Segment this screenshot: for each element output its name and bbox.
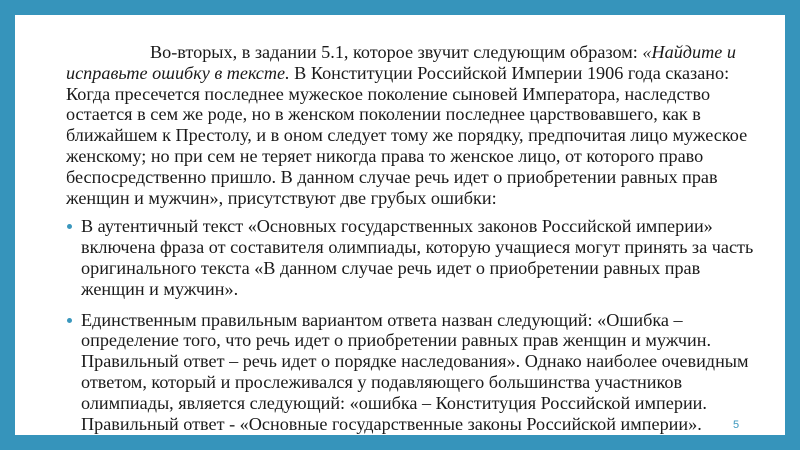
bullet-line: оригинального текста «В данном случае речь идет о приобретении равных прав bbox=[81, 257, 701, 278]
bullet-item bbox=[66, 216, 756, 299]
bullet-line: определение того, что речь идет о приобретении равных прав женщин и мужчин. bbox=[81, 330, 711, 351]
bullet-line: Правильный ответ - «Основные государственные законы Российской империи». bbox=[81, 413, 702, 434]
intro-line: остается в сем же роде, но в женском поколении последнее царствовавшего, как в bbox=[66, 104, 701, 125]
bullet-dot-icon bbox=[67, 318, 72, 323]
intro-line: беспосредственно пришло. В данном случае речь идет о приобретении равных прав bbox=[66, 166, 718, 187]
intro-line: женщин и мужчин», присутствуют две грубых ошибки: bbox=[66, 187, 497, 208]
intro-line bbox=[66, 42, 756, 63]
bullet-line: включена фраза от составителя олимпиады, которую учащиеся могут принять за часть bbox=[81, 237, 754, 258]
bullet-line: ответом, который и прослеживался у подавляющего большинства участников bbox=[81, 371, 683, 392]
slide-content bbox=[66, 42, 756, 434]
task-quote-italic: «Найдите и bbox=[642, 42, 736, 62]
bullet-line: Правильный ответ – речь идет о порядке наследования». Однако наиболее очевидным bbox=[81, 351, 749, 372]
bullet-dot-icon bbox=[67, 224, 72, 229]
intro-paragraph bbox=[66, 42, 756, 208]
bullet-line: женщин и мужчин». bbox=[81, 278, 239, 299]
page-number: 5 bbox=[733, 419, 740, 431]
intro-line: женскому; но при сем не теряет никогда права то женское лицо, от которого право bbox=[66, 145, 704, 166]
task-quote-italic: исправьте ошибку в тексте. bbox=[66, 62, 290, 83]
intro-text: В Конституции Российской Империи 1906 года сказано: bbox=[289, 62, 730, 83]
bullet-list bbox=[66, 216, 756, 434]
bullet-item bbox=[66, 310, 756, 435]
intro-text: Во-вторых, в задании 5.1, которое звучит следующим образом: bbox=[150, 42, 643, 62]
bullet-line: Единственным правильным вариантом ответа назван следующий: «Ошибка – bbox=[81, 309, 683, 330]
bullet-line: олимпиады, является следующий: «ошибка – Конституция Российской империи. bbox=[81, 392, 707, 413]
intro-line bbox=[0, 63, 756, 84]
bullet-line: В аутентичный текст «Основных государственных законов Российской империи» bbox=[81, 216, 713, 237]
intro-line: ближайшем к Престолу, и в оном следует тому же порядку, предпочитая лицо мужеское bbox=[66, 125, 748, 146]
intro-line: Когда пресечется последнее мужеское поколение сыновей Императора, наследство bbox=[66, 83, 711, 104]
slide bbox=[15, 15, 785, 435]
